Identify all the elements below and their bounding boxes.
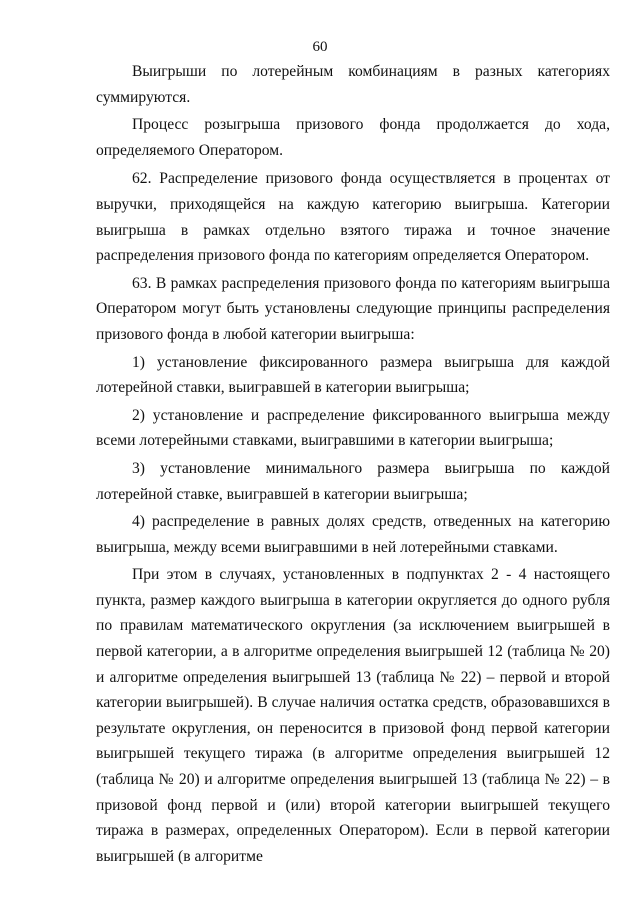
paragraph-rounding-rules: При этом в случаях, установленных в подпунктах 2 - 4 настоящего пункта, размер каждого выигрыша в категории округляется до одного рубля по правилам математического округления (за исключением выигрышей в первой категории, а в алгоритме определения выигрышей 12 (таблица № 20) и алгоритме определения выигрышей 13 (таблица № 22) – первой и второй категории выигрышей). В случае наличия остатка средств, образовавшихся в результате округления, он переносится в призовой фонд первой категории выигрышей текущего тиража (в алгоритме определения выигрышей 12 (таблица № 20) и алгоритме определения выигрышей 13 (таблица № 22) – в призовой фонд первой и (или) второй категории выигрышей текущего тиража в размерах, определенных Оператором). Если в первой категории выигрышей (в алгоритме [96, 566, 610, 865]
paragraph-63: 63. В рамках распределения призового фонда по категориям выигрыша Оператором могут быть установлены следующие принципы распределения призового фонда в любой категории выигрыша: [96, 274, 610, 343]
list-item-2: 2) установление и распределение фиксированного выигрыша между всеми лотерейными ставками, выигравшими в категории выигрыша; [96, 406, 610, 450]
list-item-4: 4) распределение в равных долях средств, отведенных на категорию выигрыша, между всеми выигравшими в ней лотерейными ставками. [96, 513, 610, 556]
paragraph-winnings-summed: Выигрыши по лотерейным комбинациям в разных категориях суммируются. [96, 63, 610, 106]
paragraph-drawing-process: Процесс розыгрыша призового фонда продолжается до хода, определяемого Оператором. [96, 116, 610, 159]
document-body [96, 59, 610, 869]
page-number: 60 [312, 39, 328, 55]
list-item-1: 1) установление фиксированного размера выигрыша для каждой лотерейной ставки, выигравшей в категории выигрыша; [96, 353, 610, 397]
list-item-3: 3) установление минимального размера выигрыша по каждой лотерейной ставке, выигравшей в категории выигрыша; [96, 459, 610, 503]
paragraph-62: 62. Распределение призового фонда осуществляется в процентах от выручки, приходящейся на каждую категорию выигрыша. Категории выигрыша в рамках отдельно взятого тиража и точное значение распределения призового фонда по категориям определяется Оператором. [96, 170, 610, 265]
